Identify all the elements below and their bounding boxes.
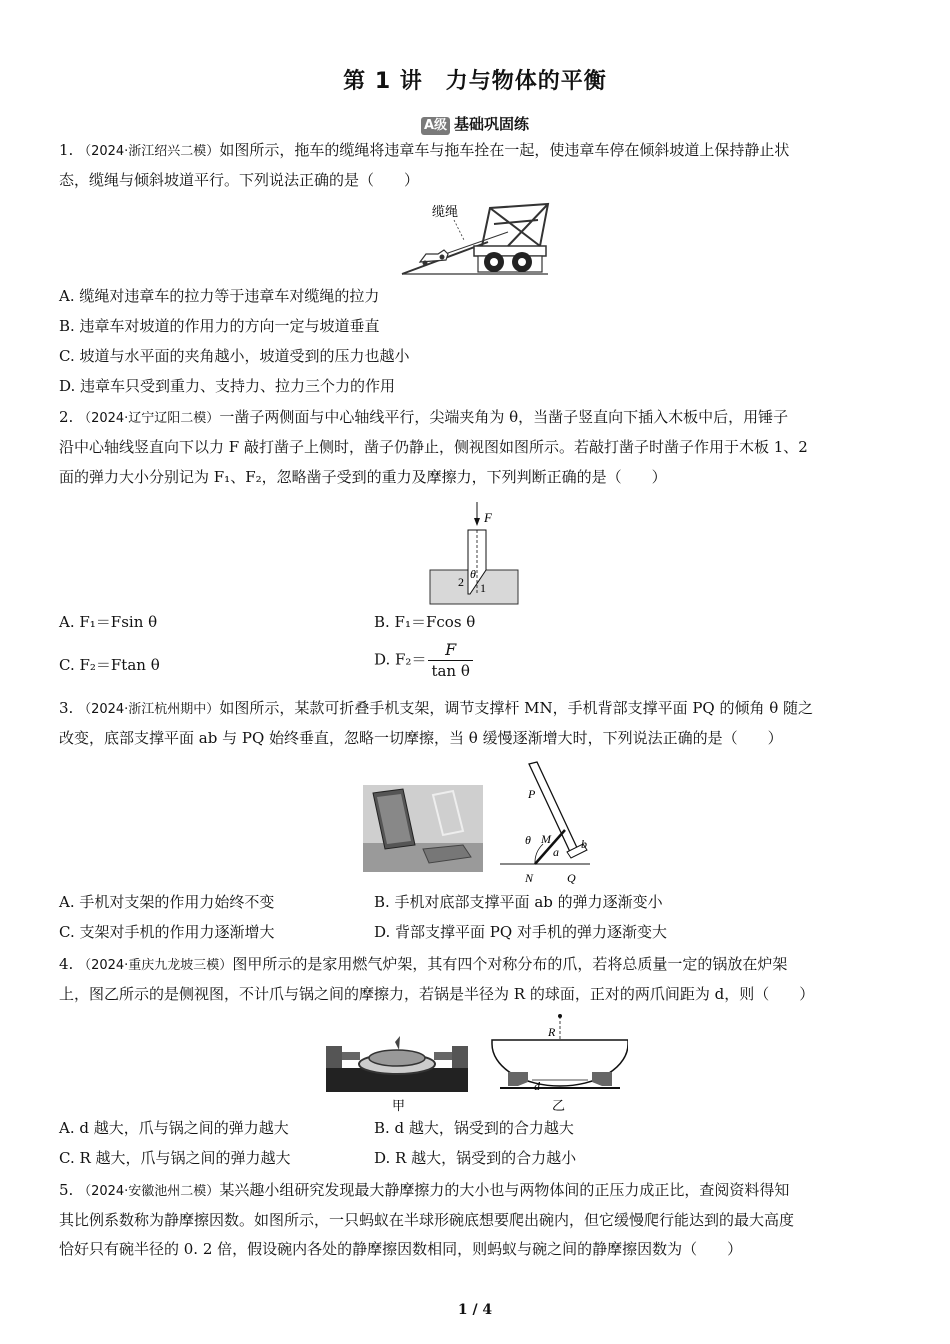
q3-stand-diagram (495, 758, 595, 888)
q4-pot-figure-yi (488, 1010, 628, 1114)
q4-stem-line2: 上，图乙所示的是侧视图，不计爪与锅之间的摩擦力，若锅是半径为 R 的球面，正对的两爪间距为 d，则（ ） (59, 985, 815, 1003)
q2-stem-line1: 2. （2024·辽宁辽阳二模）一凿子两侧面与中心轴线平行，尖端夹角为 θ，当凿子竖直向下插入木板中后，用锤子 (59, 408, 789, 426)
q4-stem-line1: 4. （2024·重庆九龙坡三模）图甲所示的是家用燃气炉架，其有四个对称分布的爪，若将总质量一定的锅放在炉架 (59, 955, 788, 973)
q3-option-b: B. 手机对底部支撑平面 ab 的弹力逐渐变小 (374, 893, 663, 911)
q2-face2-label: 2 (458, 575, 464, 589)
q3-label-p: P (528, 787, 536, 801)
q3-phone-photo (363, 785, 483, 872)
q5-stem-line2: 其比例系数称为静摩擦因数。如图所示，一只蚂蚁在半球形碗底想要爬出碗内，但它缓慢爬行能达到的最大高度 (59, 1211, 795, 1229)
section-heading (0, 113, 950, 135)
q2-stem-line3: 面的弹力大小分别记为 F₁、F₂，忽略凿子受到的重力及摩擦力，下列判断正确的是（ ） (59, 468, 667, 486)
q2-option-a: A. F₁＝Fsin θ (59, 613, 158, 631)
q2-chisel-figure (428, 500, 520, 606)
q3-option-a: A. 手机对支架的作用力始终不变 (59, 893, 275, 911)
q5-stem-line3: 恰好只有碗半径的 0. 2 倍，假设碗内各处的静摩擦因数相同，则蚂蚁与碗之间的静摩擦因数为（ ） (59, 1240, 743, 1258)
q5-stem-line1: 5. （2024·安徽池州二模）某兴趣小组研究发现最大静摩擦力的大小也与两物体间的正压力成正比，查阅资料得知 (59, 1181, 790, 1199)
q4-stove-figure-jia (322, 1022, 472, 1114)
q4-label-yi: 乙 (552, 1098, 566, 1113)
q4-option-b: B. d 越大，锅受到的合力越大 (374, 1119, 574, 1137)
q3-label-theta: θ (525, 833, 531, 847)
q2-stem-line2: 沿中心轴线竖直向下以力 F 敲打凿子上侧时，凿子仍静止，侧视图如图所示。若敲打凿子时凿子作用于木板 1、2 (59, 438, 808, 456)
q3-label-q: Q (567, 871, 576, 885)
q4-label-jia: 甲 (392, 1098, 406, 1113)
q2-theta-label: θ (470, 567, 476, 581)
q1-stem-line2: 态，缆绳与倾斜坡道平行。下列说法正确的是（ ） (59, 171, 420, 189)
q1-option-b: B. 违章车对坡道的作用力的方向一定与坡道垂直 (59, 317, 380, 335)
q3-stem-line2: 改变，底部支撑平面 ab 与 PQ 始终垂直，忽略一切摩擦，当 θ 缓慢逐渐增大时，下列说法正确的是（ ） (59, 729, 783, 747)
q1-option-d: D. 违章车只受到重力、支持力、拉力三个力的作用 (59, 377, 396, 395)
q1-tow-truck-figure (398, 196, 556, 278)
page-title: 第 1 讲 力与物体的平衡 (343, 69, 607, 94)
q2-option-b: B. F₁＝Fcos θ (374, 613, 476, 631)
q4-option-a: A. d 越大，爪与锅之间的弹力越大 (59, 1119, 289, 1137)
level-title: 基础巩固练 (454, 115, 530, 133)
q2-option-d: D. F₂＝ $\frac{F}{\text{tan θ}}$ (374, 640, 473, 681)
q3-option-c: C. 支架对手机的作用力逐渐增大 (59, 923, 275, 941)
q3-stem-line1: 3. （2024·浙江杭州期中）如图所示，某款可折叠手机支架，调节支撑杆 MN，手机背部支撑平面 PQ 的倾角 θ 随之 (59, 699, 814, 717)
q4-option-c: C. R 越大，爪与锅之间的弹力越大 (59, 1149, 291, 1167)
page-number: 1 / 4 (457, 1302, 493, 1318)
q1-stem-line1: 1. （2024·浙江绍兴二模）如图所示，拖车的缆绳将违章车与拖车拴在一起，使违章车停在倾斜坡道上保持静止状 (59, 141, 790, 159)
q4-label-r: R (548, 1025, 556, 1039)
q3-option-d: D. 背部支撑平面 PQ 对手机的弹力逐渐变大 (374, 923, 667, 941)
q4-label-d: d (534, 1079, 540, 1093)
q1-option-c: C. 坡道与水平面的夹角越小，坡道受到的压力也越小 (59, 347, 410, 365)
q3-label-a: a (553, 845, 559, 859)
q2-option-c: C. F₂＝Ftan θ (59, 656, 160, 674)
level-badge: A级 (421, 117, 450, 135)
q3-label-n: N (525, 871, 534, 885)
q1-option-a: A. 缆绳对违章车的拉力等于违章车对缆绳的拉力 (59, 287, 380, 305)
q3-label-m: M (541, 832, 551, 846)
q2-force-label: F (484, 510, 492, 525)
q2-face1-label: 1 (480, 581, 486, 595)
q4-option-d: D. R 越大，锅受到的合力越小 (374, 1149, 577, 1167)
q3-label-b: b (581, 837, 587, 851)
q1-cable-label: 缆绳 (432, 204, 459, 219)
